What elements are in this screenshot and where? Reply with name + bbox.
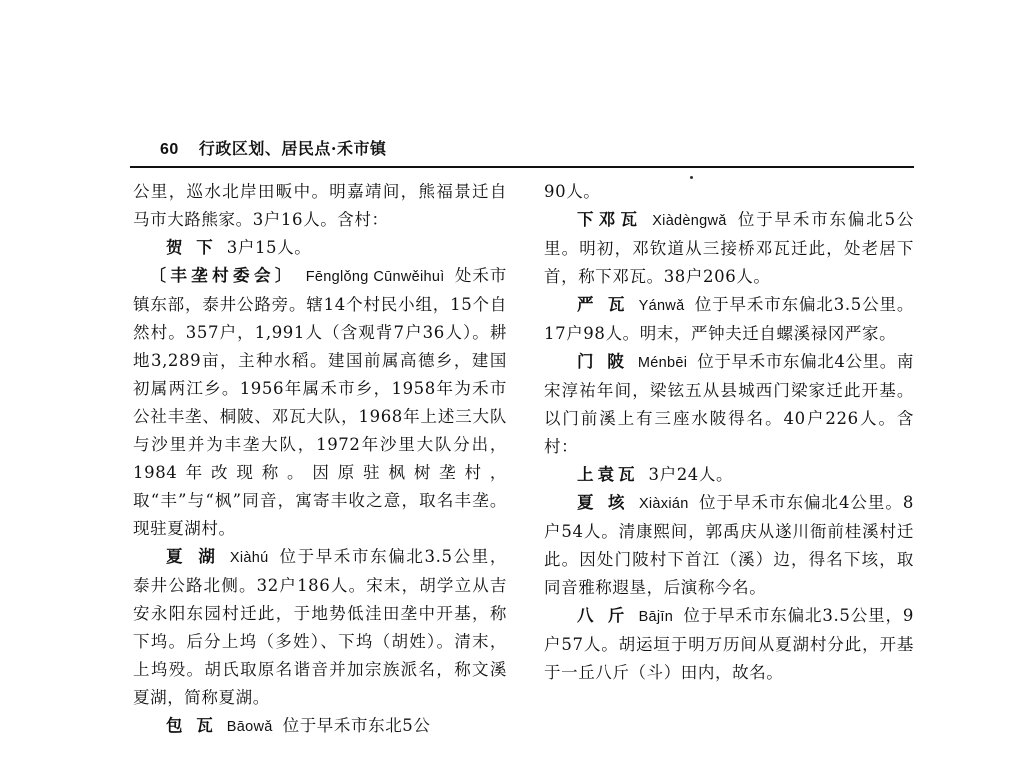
entry-heading: 上袁瓦: [577, 465, 639, 484]
entry-pinyin: Bāowǎ: [226, 719, 273, 735]
entry-pinyin: Fēnglǒng Cūnwěihuì: [305, 269, 445, 285]
entry-heading: 下邓瓦: [577, 210, 643, 229]
left-column: [133, 178, 507, 741]
entry-xiahu: [133, 543, 507, 712]
entry-fenglong: [133, 262, 507, 543]
entry-text: 位于早禾市东偏北4公里。南宋淳祐年间，梁铉五从县城西门梁家迁此开基。以门前溪上有三座水陂得名。40户226人。含村：: [544, 352, 914, 456]
page-number: 60: [160, 141, 179, 158]
entry-text: 位于早禾市东偏北3.5公里。17户98人。明末，严钟夫迁自螺溪禄冈严家。: [544, 295, 915, 343]
entry-heading: 严 瓦: [577, 295, 629, 314]
entry-menbei: [544, 348, 914, 461]
header-rule: [130, 166, 914, 168]
entry-heading: 门 陂: [577, 352, 628, 371]
entry-text: 位于早禾市东偏北4公里。8户54人。清康熙间，郭禹庆从遂川衙前桂溪村迁此。因处门陂村下首江（溪）边，得名下垓，取同音雅称遐垦，后演称今名。: [544, 493, 915, 597]
entry-pinyin: Ménbēi: [637, 355, 688, 371]
entry-pinyin: Xiàhú: [229, 550, 269, 566]
entry-text: 3户15人。: [226, 238, 312, 257]
right-column: [544, 178, 914, 687]
entry-baowa: [133, 712, 507, 741]
entry-heading: 八 斤: [577, 606, 629, 625]
entry-pinyin: Bājīn: [638, 609, 674, 625]
entry-text: 位于早禾市东偏北3.5公里，9户57人。胡运垣于明万历间从夏湖村分此，开基于一丘八斤（斗）田内，故名。: [544, 606, 914, 682]
entry-shangyuanwa: [544, 461, 914, 489]
entry-text: 位于早禾市东北5公: [282, 716, 431, 735]
paragraph-continued: [133, 178, 507, 234]
entry-heading: 夏 湖: [166, 547, 220, 566]
entry-xiaxian: [544, 489, 914, 602]
entry-pinyin: Xiàdèngwǎ: [652, 213, 727, 229]
entry-hexia: [133, 234, 507, 262]
entry-heading: 贺 下: [166, 238, 217, 257]
entry-bajin: [544, 602, 914, 687]
entry-yanwa: [544, 291, 914, 348]
paragraph-text: 90人。: [544, 182, 601, 201]
page-header: [160, 138, 386, 161]
entry-text: 位于早禾市东偏北5公里。明初，邓钦道从三接桥邓瓦迁此，处老居下首，称下邓瓦。38户206人。: [544, 210, 914, 286]
entry-pinyin: Xiàxián: [638, 496, 689, 512]
running-title: 行政区划、居民点·禾市镇: [198, 139, 387, 158]
entry-text: 位于早禾市东偏北3.5公里，泰井公路北侧。32户186人。宋末，胡学立从吉安永阳东园村迁此，于地势低洼田垄中开基，称下坞。后分上坞（多姓）、下坞（胡姓）。清末，上坞殁。胡氏取原名谐音并加宗族派名，称文溪夏湖，简称夏湖。: [133, 547, 508, 707]
entry-text: 处禾市镇东部，泰井公路旁。辖14个村民小组，15个自然村。357户，1,991人（含观背7户36人）。耕地3,289亩，主种水稻。建国前属高德乡，建国初属两江乡。1956年属禾市乡，1958年为禾市公社丰垄、桐陂、邓瓦大队，1968年上述三大队与沙里并为丰垄大队，1972年沙里大队分出，1984年改现称。因原驻枫树垄村，取“丰”与“枫”同音，寓寄丰收之意，取名丰垄。现驻夏湖村。: [133, 266, 507, 538]
entry-heading: 〔丰垄村委会〕: [149, 266, 296, 285]
entry-heading: 夏 垓: [577, 493, 629, 512]
entry-xiadengwa: [544, 206, 914, 291]
entry-text: 3户24人。: [648, 465, 734, 484]
paragraph-continued: [544, 178, 914, 206]
entry-pinyin: Yánwǎ: [638, 298, 685, 314]
paragraph-text: 公里，巡水北岸田畈中。明嘉靖间，熊福景迁自马市大路熊家。3户16人。含村：: [133, 182, 507, 229]
entry-heading: 包 瓦: [166, 716, 217, 735]
